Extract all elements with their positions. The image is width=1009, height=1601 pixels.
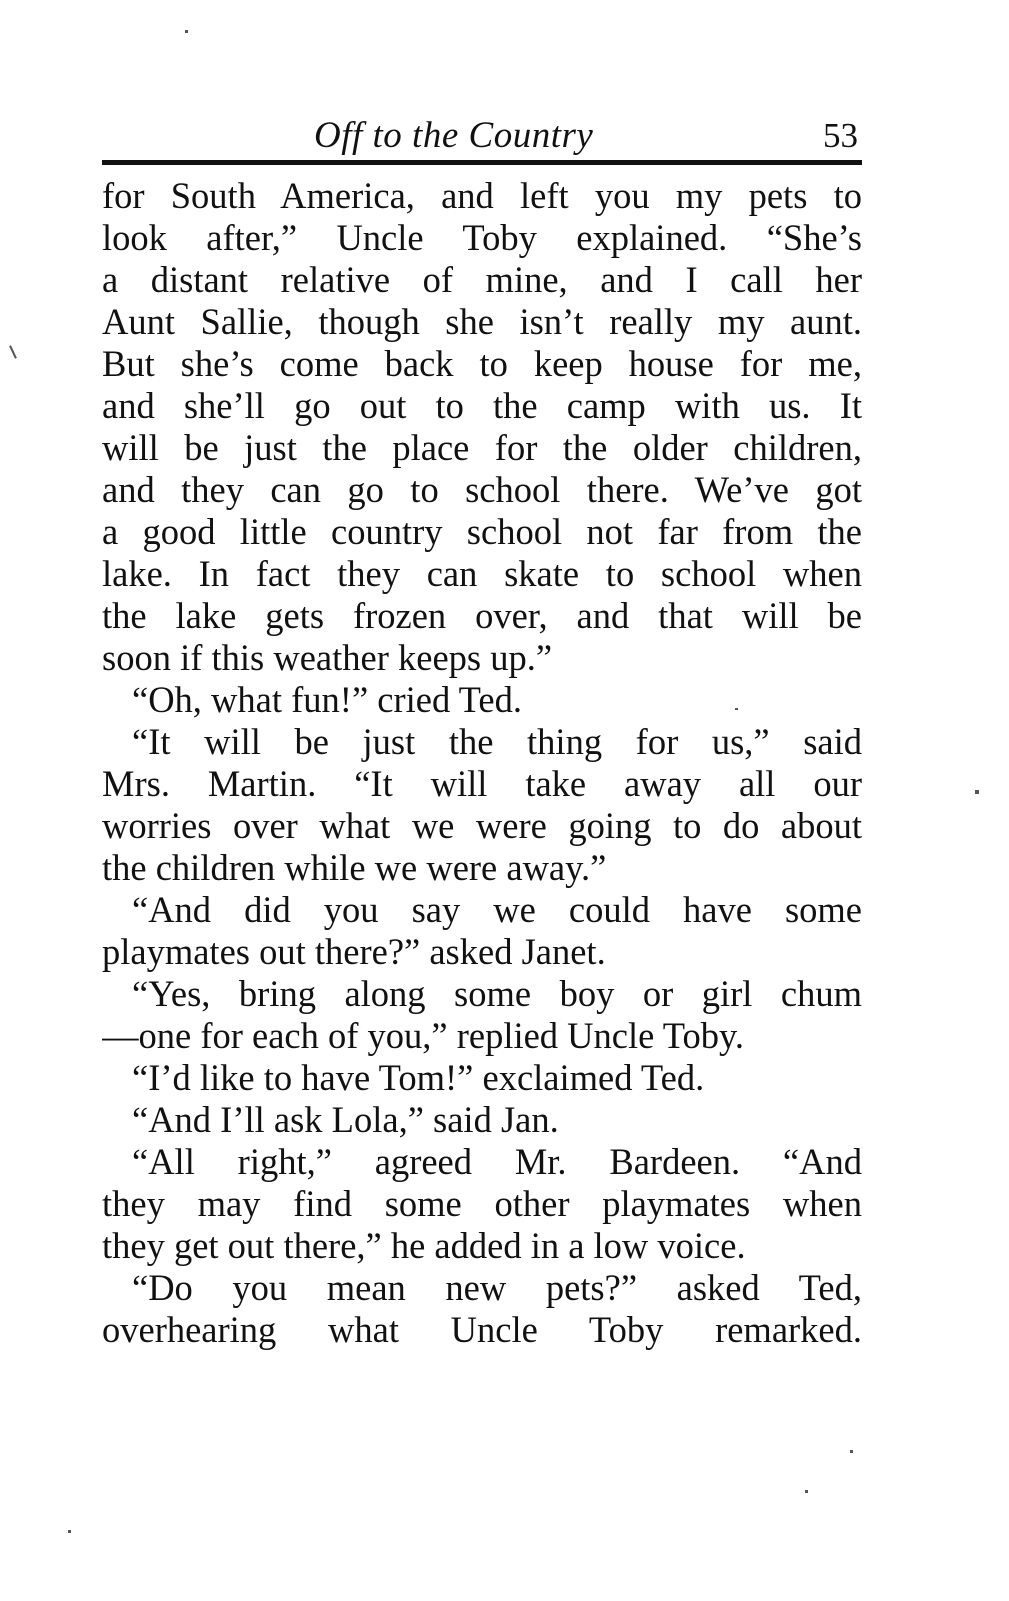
text-line: “Yes, bring along some boy or girl chum [132,973,862,1014]
text-line: “All right,” agreed Mr. Bardeen. “And [132,1141,862,1182]
text-line: and they can go to school there. We’ve got [102,469,862,510]
running-header [102,110,862,158]
text-line: soon if this weather keeps up.” [102,637,553,678]
text-line: and she’ll go out to the camp with us. It [102,385,862,426]
scan-speck [185,30,188,33]
text-line: for South America, and left you my pets to [102,175,862,216]
text-line: the lake gets frozen over, and that will be [102,595,862,636]
text-line: Mrs. Martin. “It will take away all our [102,763,862,804]
text-line: “It will be just the thing for us,” said [132,721,862,762]
book-page [102,110,862,1351]
text-line: —one for each of you,” replied Uncle Toby. [102,1015,745,1056]
text-line: Aunt Sallie, though she isn’t really my aunt. [102,301,862,342]
text-line: a distant relative of mine, and I call her [102,259,862,300]
text-line: playmates out there?” asked Janet. [102,931,606,972]
text-line: they get out there,” he added in a low voice. [102,1225,746,1266]
text-line: overhearing what Uncle Toby remarked. [102,1309,862,1350]
text-line: lake. In fact they can skate to school when [102,553,862,594]
scan-speck [68,1530,71,1533]
text-line: “And did you say we could have some [132,889,862,930]
text-line: “I’d like to have Tom!” exclaimed Ted. [132,1057,705,1098]
page-number: 53 [823,116,858,155]
text-line: the children while we were away.” [102,847,607,888]
chapter-title: Off to the Country [314,115,594,156]
text-line: “And I’ll ask Lola,” said Jan. [132,1099,559,1140]
scan-speck [805,1490,808,1493]
text-line: “Oh, what fun!” cried Ted. [132,679,523,720]
text-line: will be just the place for the older children, [102,427,862,468]
scan-speck [850,1450,853,1453]
text-line: “Do you mean new pets?” asked Ted, [132,1267,862,1308]
text-line: But she’s come back to keep house for me, [102,343,862,384]
text-line: look after,” Uncle Toby explained. “She’s [102,217,862,258]
text-line: they may find some other playmates when [102,1183,862,1224]
header-rule [102,160,862,165]
text-line: worries over what we were going to do about [102,805,862,846]
scan-speck [9,345,17,359]
body-text [102,175,862,1351]
scan-speck [975,790,979,794]
text-line: a good little country school not far from the [102,511,862,552]
